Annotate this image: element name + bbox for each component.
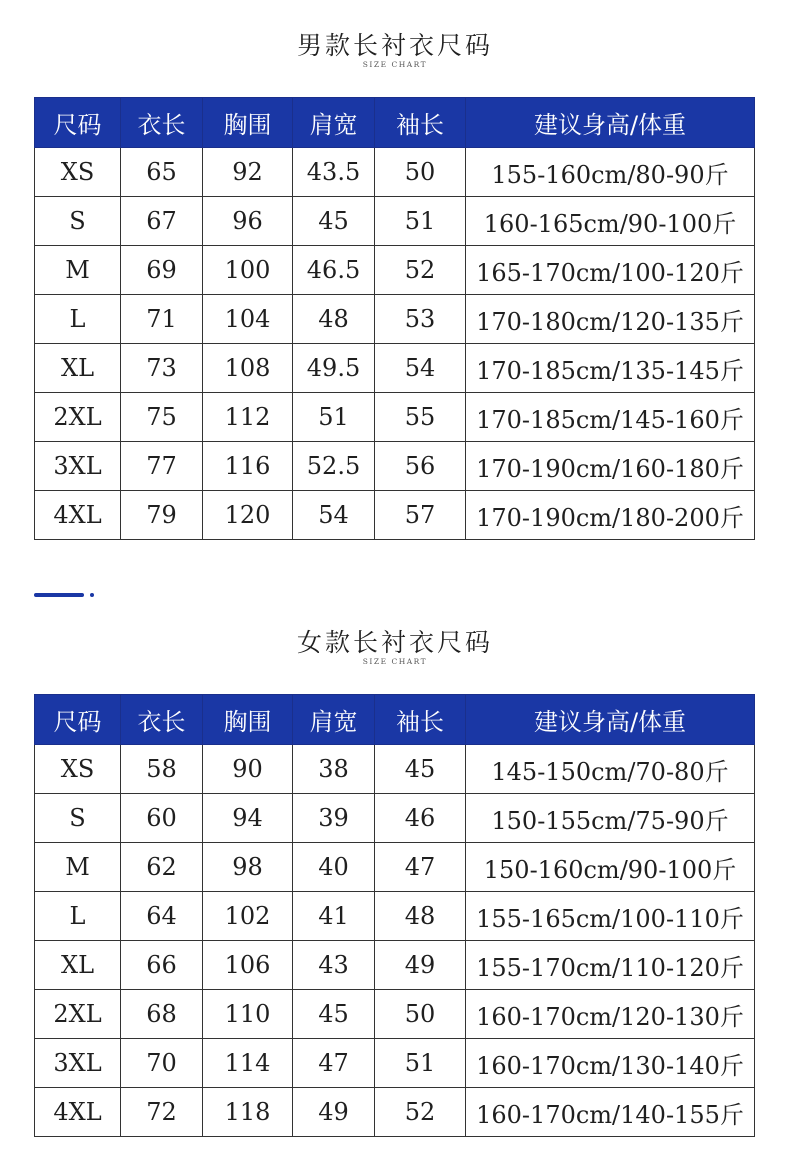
women-size-chart-title: 女款长衬衣尺码 bbox=[296, 628, 493, 657]
table-row bbox=[35, 843, 755, 892]
header-sleeve: 袖长 bbox=[375, 98, 466, 148]
header-recommended: 建议身高/体重 bbox=[466, 695, 755, 745]
table-row bbox=[35, 246, 755, 295]
cell-sleeve: 52 bbox=[375, 246, 466, 295]
cell-sleeve: 51 bbox=[375, 1039, 466, 1088]
table-row bbox=[35, 148, 755, 197]
table-row bbox=[35, 393, 755, 442]
cell-recommended: 170-180cm/120-135斤 bbox=[466, 295, 755, 344]
cell-recommended: 170-190cm/180-200斤 bbox=[466, 491, 755, 540]
cell-recommended: 160-170cm/140-155斤 bbox=[466, 1088, 755, 1137]
cell-sleeve: 57 bbox=[375, 491, 466, 540]
cell-size: 3XL bbox=[35, 442, 121, 491]
table-row bbox=[35, 892, 755, 941]
cell-length: 67 bbox=[121, 197, 203, 246]
men-header-row bbox=[35, 98, 755, 148]
table-row bbox=[35, 1088, 755, 1137]
table-row bbox=[35, 442, 755, 491]
cell-chest: 92 bbox=[203, 148, 293, 197]
cell-chest: 114 bbox=[203, 1039, 293, 1088]
cell-chest: 112 bbox=[203, 393, 293, 442]
cell-sleeve: 50 bbox=[375, 148, 466, 197]
header-shoulder: 肩宽 bbox=[293, 98, 375, 148]
cell-length: 77 bbox=[121, 442, 203, 491]
cell-recommended: 170-185cm/145-160斤 bbox=[466, 393, 755, 442]
cell-size: 2XL bbox=[35, 990, 121, 1039]
cell-chest: 108 bbox=[203, 344, 293, 393]
cell-recommended: 155-165cm/100-110斤 bbox=[466, 892, 755, 941]
cell-sleeve: 52 bbox=[375, 1088, 466, 1137]
header-length: 衣长 bbox=[121, 695, 203, 745]
cell-sleeve: 45 bbox=[375, 745, 466, 794]
cell-chest: 94 bbox=[203, 794, 293, 843]
cell-recommended: 160-170cm/130-140斤 bbox=[466, 1039, 755, 1088]
cell-size: S bbox=[35, 794, 121, 843]
cell-sleeve: 51 bbox=[375, 197, 466, 246]
cell-sleeve: 49 bbox=[375, 941, 466, 990]
header-chest: 胸围 bbox=[203, 98, 293, 148]
cell-shoulder: 52.5 bbox=[293, 442, 375, 491]
cell-sleeve: 55 bbox=[375, 393, 466, 442]
cell-length: 70 bbox=[121, 1039, 203, 1088]
cell-shoulder: 43.5 bbox=[293, 148, 375, 197]
header-size: 尺码 bbox=[35, 695, 121, 745]
cell-size: M bbox=[35, 843, 121, 892]
cell-length: 79 bbox=[121, 491, 203, 540]
cell-length: 60 bbox=[121, 794, 203, 843]
cell-size: 3XL bbox=[35, 1039, 121, 1088]
cell-shoulder: 46.5 bbox=[293, 246, 375, 295]
cell-shoulder: 43 bbox=[293, 941, 375, 990]
cell-chest: 96 bbox=[203, 197, 293, 246]
cell-recommended: 170-185cm/135-145斤 bbox=[466, 344, 755, 393]
cell-recommended: 155-170cm/110-120斤 bbox=[466, 941, 755, 990]
cell-shoulder: 40 bbox=[293, 843, 375, 892]
cell-size: 4XL bbox=[35, 491, 121, 540]
table-row bbox=[35, 990, 755, 1039]
cell-length: 75 bbox=[121, 393, 203, 442]
header-length: 衣长 bbox=[121, 98, 203, 148]
header-shoulder: 肩宽 bbox=[293, 695, 375, 745]
cell-shoulder: 39 bbox=[293, 794, 375, 843]
cell-length: 65 bbox=[121, 148, 203, 197]
cell-recommended: 160-165cm/90-100斤 bbox=[466, 197, 755, 246]
cell-shoulder: 47 bbox=[293, 1039, 375, 1088]
cell-shoulder: 48 bbox=[293, 295, 375, 344]
cell-shoulder: 49 bbox=[293, 1088, 375, 1137]
table-row bbox=[35, 745, 755, 794]
cell-shoulder: 45 bbox=[293, 990, 375, 1039]
cell-recommended: 165-170cm/100-120斤 bbox=[466, 246, 755, 295]
cell-size: M bbox=[35, 246, 121, 295]
cell-chest: 120 bbox=[203, 491, 293, 540]
cell-recommended: 155-160cm/80-90斤 bbox=[466, 148, 755, 197]
men-size-table bbox=[34, 97, 755, 540]
men-size-chart-title: 男款长衬衣尺码 bbox=[296, 31, 493, 60]
cell-chest: 98 bbox=[203, 843, 293, 892]
table-row bbox=[35, 197, 755, 246]
cell-sleeve: 50 bbox=[375, 990, 466, 1039]
cell-sleeve: 46 bbox=[375, 794, 466, 843]
table-row bbox=[35, 344, 755, 393]
cell-shoulder: 41 bbox=[293, 892, 375, 941]
header-recommended: 建议身高/体重 bbox=[466, 98, 755, 148]
table-row bbox=[35, 941, 755, 990]
cell-chest: 116 bbox=[203, 442, 293, 491]
cell-sleeve: 48 bbox=[375, 892, 466, 941]
cell-size: S bbox=[35, 197, 121, 246]
cell-chest: 90 bbox=[203, 745, 293, 794]
cell-sleeve: 53 bbox=[375, 295, 466, 344]
cell-size: 4XL bbox=[35, 1088, 121, 1137]
section-divider bbox=[34, 593, 84, 597]
cell-shoulder: 45 bbox=[293, 197, 375, 246]
cell-length: 58 bbox=[121, 745, 203, 794]
cell-shoulder: 51 bbox=[293, 393, 375, 442]
cell-size: XS bbox=[35, 745, 121, 794]
section-divider-dot bbox=[90, 593, 94, 597]
women-size-table bbox=[34, 694, 755, 1137]
cell-size: XL bbox=[35, 344, 121, 393]
cell-shoulder: 54 bbox=[293, 491, 375, 540]
women-size-chart-subtitle: SIZE CHART bbox=[362, 657, 428, 666]
cell-recommended: 145-150cm/70-80斤 bbox=[466, 745, 755, 794]
cell-size: L bbox=[35, 892, 121, 941]
table-row bbox=[35, 794, 755, 843]
cell-size: 2XL bbox=[35, 393, 121, 442]
cell-length: 62 bbox=[121, 843, 203, 892]
cell-size: XS bbox=[35, 148, 121, 197]
cell-length: 66 bbox=[121, 941, 203, 990]
table-row bbox=[35, 491, 755, 540]
cell-recommended: 170-190cm/160-180斤 bbox=[466, 442, 755, 491]
cell-length: 64 bbox=[121, 892, 203, 941]
cell-sleeve: 56 bbox=[375, 442, 466, 491]
header-chest: 胸围 bbox=[203, 695, 293, 745]
cell-recommended: 150-155cm/75-90斤 bbox=[466, 794, 755, 843]
cell-sleeve: 47 bbox=[375, 843, 466, 892]
women-header-row bbox=[35, 695, 755, 745]
cell-length: 72 bbox=[121, 1088, 203, 1137]
cell-length: 69 bbox=[121, 246, 203, 295]
header-sleeve: 袖长 bbox=[375, 695, 466, 745]
cell-length: 71 bbox=[121, 295, 203, 344]
cell-recommended: 160-170cm/120-130斤 bbox=[466, 990, 755, 1039]
cell-chest: 104 bbox=[203, 295, 293, 344]
table-row bbox=[35, 295, 755, 344]
table-row bbox=[35, 1039, 755, 1088]
cell-sleeve: 54 bbox=[375, 344, 466, 393]
header-size: 尺码 bbox=[35, 98, 121, 148]
cell-chest: 118 bbox=[203, 1088, 293, 1137]
cell-length: 68 bbox=[121, 990, 203, 1039]
cell-recommended: 150-160cm/90-100斤 bbox=[466, 843, 755, 892]
cell-chest: 102 bbox=[203, 892, 293, 941]
cell-chest: 100 bbox=[203, 246, 293, 295]
cell-chest: 110 bbox=[203, 990, 293, 1039]
cell-chest: 106 bbox=[203, 941, 293, 990]
cell-shoulder: 49.5 bbox=[293, 344, 375, 393]
cell-shoulder: 38 bbox=[293, 745, 375, 794]
cell-size: L bbox=[35, 295, 121, 344]
cell-size: XL bbox=[35, 941, 121, 990]
men-size-chart-subtitle: SIZE CHART bbox=[362, 60, 428, 69]
cell-length: 73 bbox=[121, 344, 203, 393]
